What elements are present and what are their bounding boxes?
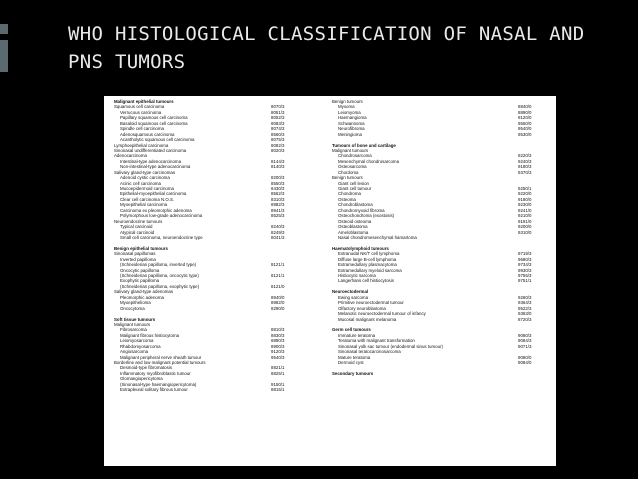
icd-o-code: 9240/3 bbox=[518, 158, 532, 164]
icd-o-code: 9530/0 bbox=[518, 131, 532, 137]
icd-o-code: 9180/0 bbox=[518, 196, 532, 202]
icd-o-code: 9080/0 bbox=[518, 354, 532, 360]
icd-o-code: 8075/3 bbox=[271, 137, 285, 143]
tumour-name: Verrucous carcinoma bbox=[120, 109, 162, 115]
tumour-name: Teratoma with malignant transformation bbox=[338, 338, 415, 344]
icd-o-code: 9719/3 bbox=[518, 251, 532, 257]
tumour-name: Adenoid cystic carcinoma bbox=[120, 175, 170, 181]
icd-o-code: 8121/1 bbox=[271, 273, 285, 278]
icd-o-code: 8890/3 bbox=[271, 338, 285, 344]
icd-o-code: 9241/0 bbox=[518, 207, 532, 213]
tumour-name: Mucoepidermoid carcinoma bbox=[120, 186, 174, 191]
tumour-name: Schwannoma bbox=[338, 120, 365, 126]
tumour-name: Immature teratoma bbox=[338, 332, 376, 338]
tumour-name: Myxoma bbox=[338, 104, 355, 110]
icd-o-code: 9180/3 bbox=[518, 164, 532, 170]
tumour-name: Germ cell tumours bbox=[332, 327, 371, 333]
tumour-name: Acantholytic squamous cell carcinoma bbox=[120, 137, 195, 143]
icd-o-code: 8840/0 bbox=[518, 104, 532, 110]
tumour-name: Chondroblastoma bbox=[338, 202, 373, 208]
tumour-name: Atypical carcinoid bbox=[120, 229, 155, 235]
tumour-name: Acinic cell carcinoma bbox=[120, 180, 161, 186]
icd-o-code: 8041/3 bbox=[271, 234, 285, 240]
tumour-name: Osteosarcoma bbox=[338, 164, 367, 170]
tumour-name: (Schneiderian papilloma, oncocytic type) bbox=[120, 273, 199, 278]
tumour-name: Inflammatory myofibroblastic tumour bbox=[120, 370, 191, 376]
icd-o-code: 8890/0 bbox=[518, 109, 532, 115]
classification-table-image bbox=[104, 96, 556, 466]
icd-o-code: 8144/3 bbox=[271, 158, 285, 164]
tumour-name: Leiomyoma bbox=[338, 109, 361, 115]
icd-o-code: 8249/3 bbox=[271, 229, 285, 235]
icd-o-code: 9220/0 bbox=[518, 191, 532, 197]
icd-o-code: 9080/3 bbox=[518, 332, 532, 338]
tumour-name: Mature teratoma bbox=[338, 354, 371, 360]
tumour-name: Ameloblastoma bbox=[338, 229, 369, 235]
icd-o-code: 9210/0 bbox=[518, 213, 532, 219]
icd-o-code: 9734/3 bbox=[518, 262, 532, 268]
tumour-name: Meningioma bbox=[338, 131, 362, 137]
tumour-name: Squamous cell carcinoma bbox=[114, 104, 165, 110]
tumour-name: Nasal chondromesenchymal hamartoma bbox=[338, 234, 417, 240]
tumour-name: Angiosarcoma bbox=[120, 349, 149, 355]
tumour-name: Benign tumours bbox=[332, 99, 363, 104]
tumour-name: Malignant fibrous histiocytoma bbox=[120, 332, 180, 338]
icd-o-code: 8121/0 bbox=[271, 283, 285, 289]
tumour-name: Langerhans cell histiocytosis bbox=[338, 278, 394, 284]
icd-o-code: 9370/3 bbox=[518, 169, 532, 175]
icd-o-code: 8140/3 bbox=[271, 164, 285, 170]
tumour-name: Lymphoepithelial carcinoma bbox=[114, 142, 169, 148]
icd-o-code: 8941/3 bbox=[271, 207, 285, 213]
tumour-name: Polymorphous low-grade adenocarcinoma bbox=[120, 213, 203, 219]
tumour-name: Chondrosarcoma bbox=[338, 153, 372, 159]
tumour-name: Diffuse large B-cell lymphoma bbox=[338, 256, 397, 262]
icd-o-code: 9755/3 bbox=[518, 273, 532, 278]
tumour-name: Fibrosarcoma bbox=[120, 327, 147, 333]
tumour-name: Soft tissue tumours bbox=[114, 316, 156, 322]
tumour-name: Sinonasal undifferentiated carcinoma bbox=[114, 147, 187, 153]
tumour-name: Dermoid cyst bbox=[338, 360, 364, 365]
tumour-name: (Sinonasal-type haemangiopericytoma) bbox=[120, 381, 197, 387]
tumour-name: Rhabdomyosarcoma bbox=[120, 343, 161, 349]
tumour-name: Osteoid osteoma bbox=[338, 218, 372, 224]
icd-o-code: 8121/1 bbox=[271, 262, 285, 268]
icd-o-code: 9191/0 bbox=[518, 218, 532, 224]
icd-o-code: 8310/3 bbox=[271, 196, 285, 202]
icd-o-code: 8200/3 bbox=[271, 175, 285, 181]
accent-bar-top bbox=[0, 24, 8, 34]
tumour-name: Non-intestinal-type adenocarcinoma bbox=[120, 164, 191, 170]
tumour-name: Pleomorphic adenoma bbox=[120, 294, 164, 300]
tumour-name: Secondary tumours bbox=[332, 370, 374, 376]
icd-o-code: 9680/3 bbox=[518, 256, 532, 262]
icd-o-code: 8560/3 bbox=[271, 131, 285, 137]
icd-o-code: 8290/0 bbox=[271, 305, 285, 311]
tumour-name: Chordoma bbox=[338, 169, 359, 175]
tumour-name: Neurofibroma bbox=[338, 126, 365, 132]
tumour-name: Haematolymphoid tumours bbox=[332, 245, 389, 251]
tumour-name: Adenocarcinoma bbox=[114, 153, 147, 159]
icd-o-code: 8550/3 bbox=[271, 180, 285, 186]
icd-o-code: 8240/3 bbox=[271, 224, 285, 230]
icd-o-code: 8083/3 bbox=[271, 120, 285, 126]
slide-title: WHO HISTOLOGICAL CLASSIFICATION OF NASAL AND PNS TUMORS bbox=[68, 23, 585, 73]
table-row bbox=[114, 387, 310, 392]
tumour-name: Oncocytic papilloma bbox=[120, 267, 160, 273]
icd-o-code: 8982/3 bbox=[271, 202, 285, 208]
tumour-name: Salivary gland-type adenomas bbox=[114, 289, 174, 295]
icd-o-code: 8825/1 bbox=[271, 370, 285, 376]
tumour-name: Myoepithelial carcinoma bbox=[120, 202, 168, 208]
icd-o-code: 9120/3 bbox=[271, 349, 285, 355]
icd-o-code: 8720/3 bbox=[518, 316, 532, 322]
icd-o-code: 9310/0 bbox=[518, 229, 532, 235]
tumour-name: Malignant tumours bbox=[332, 147, 369, 153]
icd-o-code: 9230/0 bbox=[518, 202, 532, 208]
tumour-name: Extrapleural solitary fibrous tumour bbox=[120, 387, 188, 393]
tumour-name: Neuroendocrine tumours bbox=[114, 218, 163, 224]
icd-o-code: 8810/3 bbox=[271, 327, 285, 333]
tumour-name: Melanotic neuroectodermal tumour of infancy bbox=[338, 311, 426, 317]
icd-o-code: 9150/1 bbox=[271, 381, 285, 387]
icd-o-code: 9540/3 bbox=[271, 354, 285, 360]
icd-o-code: 9540/0 bbox=[518, 126, 532, 132]
icd-o-code: 9522/3 bbox=[518, 305, 532, 311]
tumour-name: Oncocytoma bbox=[120, 305, 145, 311]
icd-o-code: 9364/3 bbox=[518, 300, 532, 306]
icd-o-code: 8900/3 bbox=[271, 343, 285, 349]
icd-o-code: 9120/0 bbox=[518, 115, 532, 121]
tumour-name: Osteochondroma (exostosis) bbox=[338, 213, 395, 219]
icd-o-code: 8074/3 bbox=[271, 126, 285, 132]
tumour-name: Sinonasal yolk sac tumour (endodermal sinus tumour) bbox=[338, 343, 443, 349]
icd-o-code: 8815/1 bbox=[271, 387, 285, 393]
tumour-name: Primitive neuroectodermal tumour bbox=[338, 300, 404, 306]
icd-o-code: 9363/0 bbox=[518, 311, 532, 317]
tumour-name: Chondroma bbox=[338, 191, 361, 197]
icd-o-code: 8982/0 bbox=[271, 300, 285, 306]
tumour-name: Inverted papilloma bbox=[120, 256, 156, 262]
tumour-name: Leiomyosarcoma bbox=[120, 338, 154, 344]
icd-o-code: 9560/0 bbox=[518, 120, 532, 126]
tumour-name: Chondromyxoid fibroma bbox=[338, 207, 385, 213]
icd-o-code: 9084/0 bbox=[518, 360, 532, 365]
tumour-name: Carcinoma ex pleomorphic adenoma bbox=[120, 207, 192, 213]
tumour-name: Tumours of bone and cartilage bbox=[332, 142, 396, 148]
icd-o-code: 8821/1 bbox=[271, 365, 285, 371]
tumour-name: Extramedullary plasmacytoma bbox=[338, 262, 397, 268]
tumour-name: Typical carcinoid bbox=[120, 224, 153, 230]
icd-o-code: 8052/3 bbox=[271, 115, 285, 121]
icd-o-code: 8830/3 bbox=[271, 332, 285, 338]
table-left-column bbox=[114, 99, 310, 393]
tumour-name: Basaloid squamous cell carcinoma bbox=[120, 120, 188, 126]
tumour-name: Desmoid-type fibromatosis bbox=[120, 365, 172, 371]
tumour-name: Osteoblastoma bbox=[338, 224, 368, 230]
tumour-name: Sinonasal teratocarcinosarcoma bbox=[338, 349, 401, 355]
tumour-name: Salivary gland-type carcinomas bbox=[114, 169, 176, 175]
icd-o-code: 8940/0 bbox=[271, 294, 285, 300]
tumour-name: Mesenchymal chondrosarcoma bbox=[338, 158, 400, 164]
tumour-name: Olfactory neuroblastoma bbox=[338, 305, 386, 311]
icd-o-code: 8562/3 bbox=[271, 191, 285, 197]
tumour-name: Glomangiopericytoma bbox=[120, 376, 163, 382]
tumour-name: (Schneiderian papilloma, exophytic type) bbox=[120, 283, 200, 289]
table-right-column bbox=[332, 99, 548, 376]
tumour-name: Adenosquamous carcinoma bbox=[120, 131, 175, 137]
tumour-name: Mucosal malignant melanoma bbox=[338, 316, 397, 322]
icd-o-code: 8430/3 bbox=[271, 186, 285, 191]
accent-bar-bottom bbox=[0, 40, 8, 72]
icd-o-code: 9084/3 bbox=[518, 338, 532, 344]
tumour-name: Benign tumours bbox=[332, 175, 363, 181]
tumour-name: Malignant epithelial tumours bbox=[114, 99, 174, 104]
tumour-name: Myoepithelioma bbox=[120, 300, 151, 306]
icd-o-code: 8020/3 bbox=[271, 147, 285, 153]
tumour-name: Small cell carcinoma, neuroendocrine type bbox=[120, 234, 203, 240]
tumour-name: Sinonasal papillomas bbox=[114, 251, 156, 257]
tumour-name: Spindle cell carcinoma bbox=[120, 126, 164, 132]
icd-o-code: 8082/3 bbox=[271, 142, 285, 148]
icd-o-code: 9071/3 bbox=[518, 343, 532, 349]
tumour-name: Benign epithelial tumours bbox=[114, 245, 168, 251]
icd-o-code: 8070/3 bbox=[271, 104, 285, 110]
icd-o-code: 9260/3 bbox=[518, 294, 532, 300]
icd-o-code: 9930/3 bbox=[518, 267, 532, 273]
icd-o-code: 8051/3 bbox=[271, 109, 285, 115]
icd-o-code: 9250/1 bbox=[518, 186, 532, 191]
tumour-name: Extramedullary myeloid sarcoma bbox=[338, 267, 402, 273]
tumour-name: Giant cell tumour bbox=[338, 186, 372, 191]
section-heading bbox=[332, 371, 548, 376]
tumour-name: Giant cell lesion bbox=[338, 180, 369, 186]
tumour-name: Histiocytic sarcoma bbox=[338, 273, 376, 278]
icd-o-code: 8525/3 bbox=[271, 213, 285, 219]
tumour-name: Extranodal NK/T cell lymphoma bbox=[338, 251, 400, 257]
icd-o-code: 9200/0 bbox=[518, 224, 532, 230]
icd-o-code: 9220/3 bbox=[518, 153, 532, 159]
tumour-name: Neuroectodermal bbox=[332, 289, 369, 295]
tumour-name: Intestinal-type adenocarcinoma bbox=[120, 158, 182, 164]
tumour-name: Exophytic papilloma bbox=[120, 278, 160, 284]
tumour-name: Borderline and low malignant potential tumours bbox=[114, 360, 206, 365]
icd-o-code: 9751/1 bbox=[518, 278, 532, 284]
tumour-name: Epithelial-myoepithelial carcinoma bbox=[120, 191, 187, 197]
tumour-name: Malignant peripheral nerve sheath tumour bbox=[120, 354, 202, 360]
tumour-name: Papillary squamous cell carcinoma bbox=[120, 115, 188, 121]
tumour-name: (Schneiderian papilloma, inverted type) bbox=[120, 262, 197, 268]
tumour-name: Haemangioma bbox=[338, 115, 367, 121]
tumour-name: Clear cell carcinoma N.O.S. bbox=[120, 196, 175, 202]
tumour-name: Osteoma bbox=[338, 196, 356, 202]
tumour-name: Ewing sarcoma bbox=[338, 294, 369, 300]
tumour-name: Malignant tumours bbox=[114, 321, 151, 327]
